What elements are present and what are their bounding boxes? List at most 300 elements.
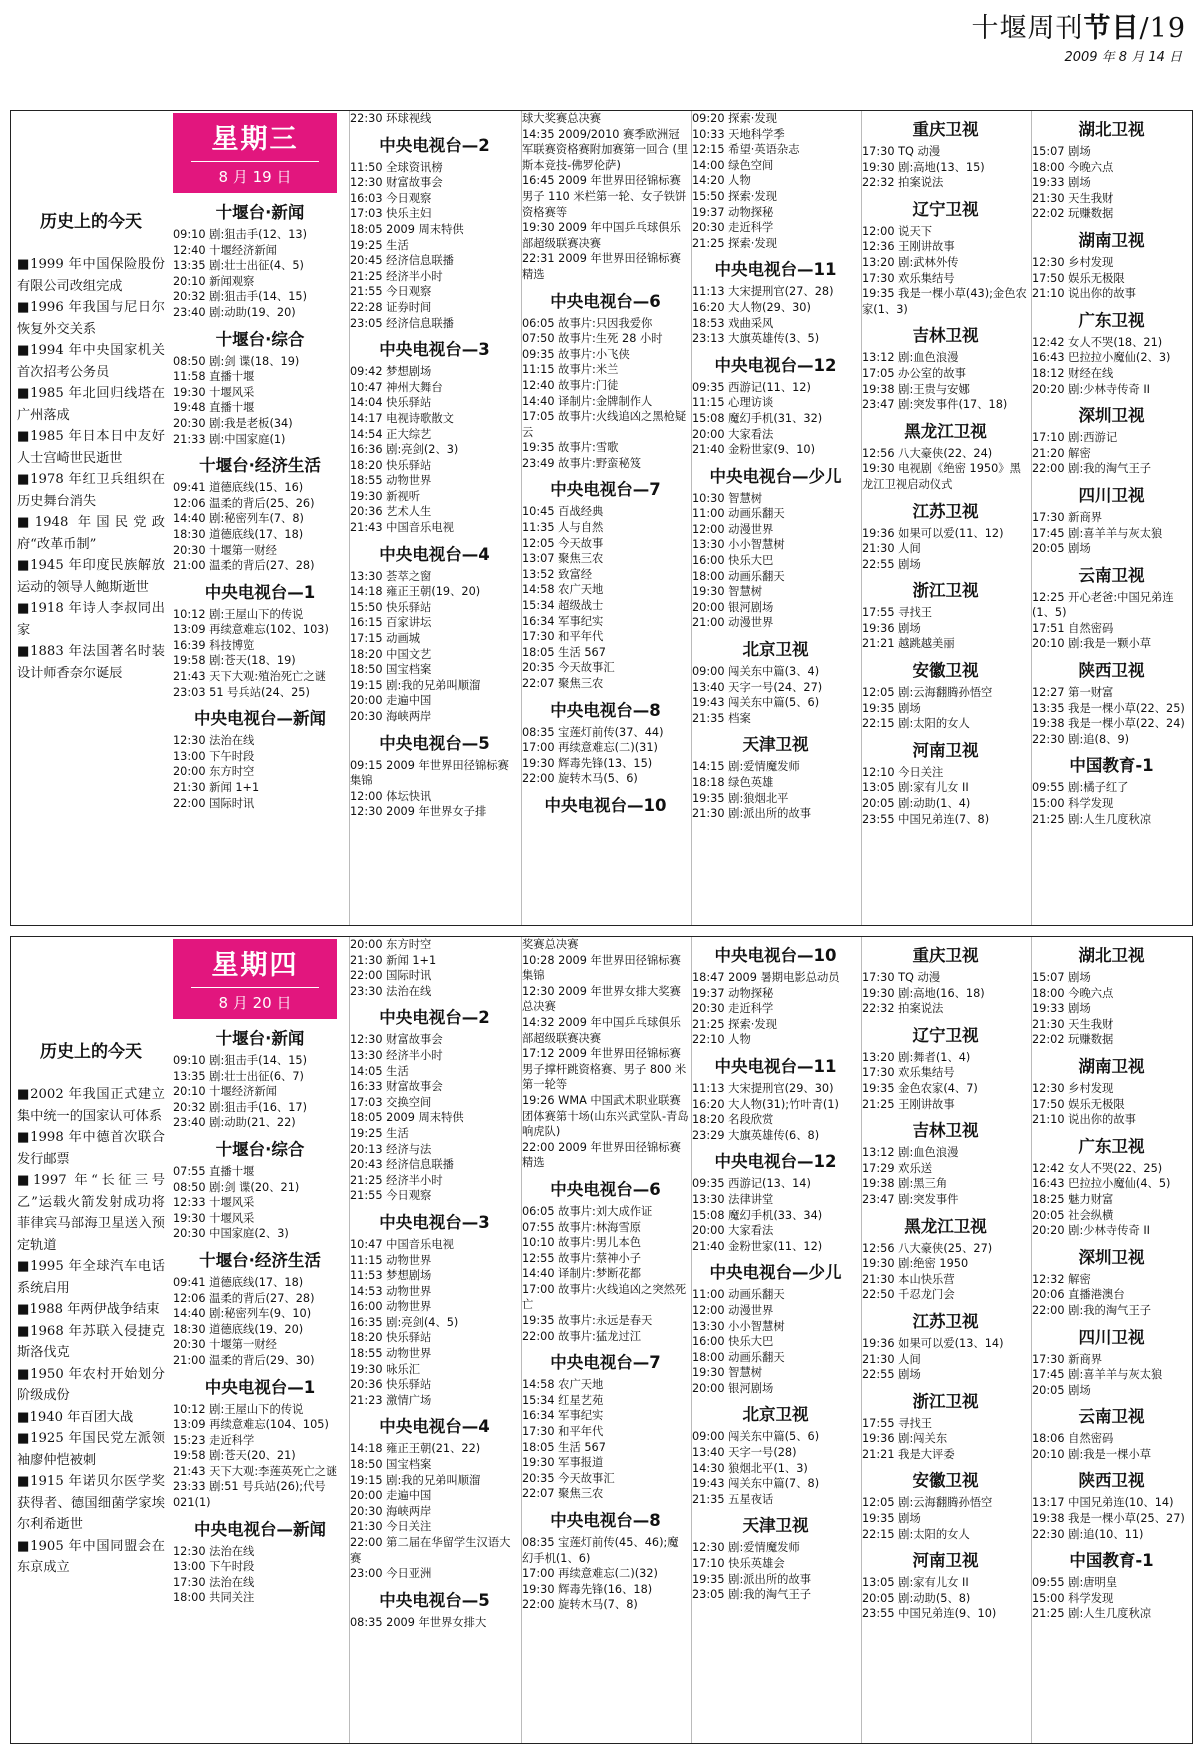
program-item: 18:30 道德底线(17、18) [173,527,304,541]
program-item: 12:30 2009 年世界女排大奖赛总决赛 [522,984,681,1014]
program-item: 18:00 动画乐翻天 [692,1350,785,1364]
program-item: 20:36 快乐驿站 [350,1378,432,1392]
program-item: 22:10 人物 [692,1033,751,1047]
program-item: 19:35 剧:狼烟北平 [692,791,789,805]
program-item: 14:58 农广天地 [522,1378,604,1392]
program-item: 19:30 军事报道 [522,1456,604,1470]
program-item: 20:30 十堰第一财经 [173,1338,277,1352]
program-item: 12:56 八大豪侠(22、24) [862,446,993,460]
program-item: 14:04 快乐驿站 [350,396,432,410]
program-item: 19:30 2009 年中国乒乓球俱乐部超级联赛决赛 [522,221,681,250]
program-item: 19:58 剧:苍天(20、21) [173,1449,296,1463]
program-item: 17:30 法治在线 [173,1575,255,1589]
program-item: 19:35 金色农家(4、7) [862,1081,978,1095]
program-item: 18:20 中国文艺 [350,647,432,661]
channel-name: 中央电视台—3 [379,1212,490,1232]
program-item: 16:35 剧:亮剑(4、5) [350,1315,459,1329]
program-item: 15:00 科学发现 [1032,797,1114,811]
program-item: 19:35 剧场 [862,701,921,715]
program-item: 14:18 雍正王朝(19、20) [350,585,481,599]
program-item: 12:40 故事片:门徒 [522,378,619,392]
program-item: 19:30 咏乐汇 [350,1362,421,1376]
channel-name: 十堰台·综合 [215,1139,305,1159]
page-header [0,0,1200,80]
history-item: ■1925 年国民党左派领袖廖仲恺被刺 [17,1431,165,1468]
program-item: 19:30 电视剧《绝密 1950》黑龙江卫视启动仪式 [862,462,1021,491]
program-item: 17:45 剧:喜羊羊与灰太狼 [1032,1368,1163,1382]
program-item: 09:00 闯关东中篇(3、4) [692,665,820,679]
program-item: 12:05 今天故事 [522,536,604,550]
program-item: 17:03 交换空间 [350,1095,432,1109]
channel-name: 中国教育-1 [1069,1551,1154,1571]
program-item: 21:30 天生我财 [1032,191,1114,205]
history-item: ■1883 年法国著名时装设计师香奈尔诞辰 [17,644,165,681]
program-item: 20:32 剧:狙击手(14、15) [173,290,308,304]
channel-name: 中央电视台—4 [379,1417,490,1437]
program-item: 12:36 王刚讲故事 [862,240,955,254]
program-item: 20:06 直播港澳台 [1032,1288,1125,1302]
program-item: 11:35 人与自然 [522,521,604,535]
program-item: 09:10 剧:狙击手(12、13) [173,228,308,241]
program-item: 21:40 金粉世家(11、12) [692,1239,823,1253]
program-item: 14:40 剧:秘密列车(7、8) [173,512,304,526]
channel-name: 中央电视台—少儿 [709,466,842,486]
program-item: 20:30 走近科学 [692,1002,774,1016]
channel-name: 中央电视台—少儿 [709,1263,842,1283]
program-item: 11:50 全球资讯榜 [350,160,443,174]
program-item: 12:30 乡村发现 [1032,1081,1114,1095]
program-item: 21:30 新闻 1+1 [173,781,260,795]
program-item: 20:35 今天故事汇 [522,661,615,675]
channel-name: 北京卫视 [742,1405,809,1425]
program-item: 16:00 动物世界 [350,1300,432,1314]
history-title: 历史上的今天 [40,212,142,232]
program-item: 06:05 故事片:只因我爱你 [522,316,653,330]
program-item: 22:30 环球视线 [350,112,432,125]
program-item: 23:47 剧:突发事件 [862,1192,959,1206]
program-item: 奖赛总决赛 [522,938,579,951]
day-name: 星期三 [211,124,299,155]
program-item: 08:35 2009 年世界女排大 [350,1615,487,1629]
channel-name: 陕西卫视 [1078,661,1145,681]
channel-name: 辽宁卫视 [912,199,979,219]
history-item: ■1950 年农村开始划分阶级成份 [17,1366,165,1403]
channel-name: 中央电视台—1 [204,1377,316,1397]
program-item: 20:05 社会纵横 [1032,1208,1114,1222]
program-item: 18:18 绿色英雄 [692,776,774,789]
program-item: 19:35 剧:派出所的故事 [692,1572,812,1586]
program-item: 12:00 动漫世界 [692,1303,774,1317]
channel-name: 安徽卫视 [912,661,979,681]
program-item: 07:55 故事片:林海雪原 [522,1220,642,1234]
program-item: 12:30 财富故事会 [350,1033,443,1047]
program-item: 13:20 剧:武林外传 [862,255,959,269]
program-item: 22:00 第二届在华留学生汉语大赛 [350,1536,511,1565]
program-item: 23:40 剧:动助(19、20) [173,305,296,319]
program-item: 16:20 大人物(31);竹叶青(1) [692,1097,839,1111]
history-item: ■1915 年诺贝尔医学奖获得者、德国细菌学家埃尔利希逝世 [17,1474,165,1532]
program-item: 18:06 自然密码 [1032,1432,1114,1446]
program-item: 21:33 剧:中国家庭(1) [173,432,286,446]
program-item: 19:38 剧:黑三角 [862,1177,948,1191]
channel-name: 辽宁卫视 [912,1025,979,1045]
program-item: 19:33 剧场 [1032,176,1091,190]
channel-name: 中央电视台—3 [379,340,490,360]
history-item: ■1988 年两伊战争结束 [17,1302,160,1317]
program-item: 21:43 天下大观:李莲英死亡之谜 [173,1464,338,1478]
program-item: 10:45 百战经典 [522,505,604,519]
program-item: 19:33 剧场 [1032,1002,1091,1016]
program-item: 18:05 生活 567 [522,1440,606,1454]
program-item: 12:40 十堰经济新闻 [173,243,277,257]
program-item: 19:35 剧场 [862,1512,921,1526]
schedule-column [861,111,1029,925]
program-item: 23:47 剧:突发事件(17、18) [862,398,1008,412]
program-item: 21:25 经济半小时 [350,1173,443,1187]
channel-name: 十堰台·新闻 [215,1029,305,1048]
program-item: 17:30 和平年代 [522,1425,604,1439]
channel-name: 中央电视台—新闻 [194,1519,326,1539]
paper-name: 十堰周刊 [971,13,1084,44]
program-item: 19:25 生活 [350,1126,409,1140]
channel-name: 中央电视台—5 [379,1590,490,1610]
program-item: 21:55 今日观察 [350,285,432,299]
channel-name: 北京卫视 [742,640,809,660]
program-item: 11:13 大宋提刑官(29、30) [692,1081,834,1095]
program-item: 22:00 国际时讯 [350,969,432,983]
channel-name: 中央电视台—4 [379,544,490,564]
program-item: 22:55 剧场 [862,557,921,571]
history-item: ■1918 年诗人李叔同出家 [17,601,165,638]
program-item: 16:36 剧:亮剑(2、3) [350,443,459,457]
program-item: 球大奖赛总决赛 [522,112,602,125]
channel-name: 湖南卫视 [1078,1056,1145,1076]
program-item: 16:34 军事纪实 [522,1409,604,1423]
program-item: 18:05 2009 周末特供 [350,222,464,236]
program-item: 22:02 玩赚数据 [1032,1033,1114,1047]
channel-name: 江苏卫视 [912,501,979,521]
channel-name: 重庆卫视 [912,120,979,139]
program-item: 21:00 温柔的背后(27、28) [173,559,315,573]
channel-name: 云南卫视 [1078,565,1145,585]
program-item: 23:49 故事片:野蛮秘笈 [522,456,642,470]
program-item: 19:35 故事片:永远是春天 [522,1314,653,1328]
program-item: 18:55 动物世界 [350,474,432,488]
program-item: 18:05 生活 567 [522,645,606,659]
program-item: 22:00 剧:我的淘气王子 [1032,462,1152,476]
program-item: 21:25 剧:人生几度秋凉 [1032,812,1152,826]
program-item: 21:30 天生我财 [1032,1017,1114,1031]
program-item: 11:00 动画乐翻天 [692,1288,785,1302]
program-item: 16:00 快乐大巴 [692,554,774,568]
program-item: 16:15 百家讲坛 [350,616,432,630]
channel-name: 黑龙江卫视 [904,1216,987,1236]
program-item: 11:15 故事片:米兰 [522,363,619,377]
program-item: 22:15 剧:太阳的女人 [862,1527,970,1541]
program-item: 09:35 西游记(13、14) [692,1177,811,1191]
program-item: 14:40 剧:秘密列车(9、10) [173,1307,312,1321]
program-item: 14:18 雍正王朝(21、22) [350,1442,481,1456]
program-item: 15:50 快乐驿站 [350,600,432,614]
channel-name: 广东卫视 [1078,1136,1145,1156]
channel-name: 中央电视台—1 [204,582,316,602]
program-item: 12:32 解密 [1032,1272,1091,1286]
program-item: 19:58 剧:苍天(18、19) [173,654,296,668]
program-item: 20:30 海峡两岸 [350,1504,432,1518]
schedule-column [173,937,347,1743]
program-item: 08:50 剧:剑 谍(20、21) [173,1180,300,1194]
program-item: 12:30 法治在线 [173,734,255,748]
program-item: 13:09 再续意难忘(104、105) [173,1418,329,1432]
program-item: 18:20 名段欣赏 [692,1113,774,1127]
program-item: 21:43 中国音乐电视 [350,521,454,535]
channel-name: 四川卫视 [1078,1327,1145,1347]
program-item: 19:38 我是一棵小草(22、24) [1032,717,1185,731]
program-item: 19:36 如果可以爱(13、14) [862,1336,1004,1350]
program-item: 18:25 魅力财富 [1032,1192,1114,1206]
program-item: 13:00 下午时段 [173,1560,255,1574]
history-item: ■1996 年我国与尼日尔恢复外交关系 [17,300,165,337]
program-item: 14:58 农广天地 [522,583,604,597]
program-item: 12:30 乡村发现 [1032,255,1114,269]
channel-name: 中央电视台—5 [379,733,490,753]
program-item: 16:43 巴拉拉小魔仙(4、5) [1032,1177,1171,1191]
program-item: 15:07 剧场 [1032,145,1091,158]
program-item: 14:54 正大综艺 [350,427,432,441]
program-item: 11:15 心理访谈 [692,396,774,410]
program-item: 19:36 剧场 [862,621,921,635]
history-item: ■2002 年我国正式建立集中统一的国家认可体系 [17,1087,165,1124]
program-item: 20:00 东方时空 [173,765,255,779]
history-item: ■1994 年中央国家机关首次招考公务员 [17,343,165,380]
program-item: 19:35 我是一棵小草(43);金色农家(1、3) [862,287,1027,316]
program-item: 14:40 译制片:金牌制作人 [522,394,653,408]
program-item: 15:08 魔幻手机(31、32) [692,411,823,425]
program-item: 17:12 2009 年世界田径锦标赛男子撑杆跳资格赛、男子 800 米第一轮等 [522,1047,687,1092]
program-item: 21:55 今日观察 [350,1189,432,1203]
program-item: 16:43 巴拉拉小魔仙(2、3) [1032,351,1171,365]
program-item: 12:30 法治在线 [173,1544,255,1558]
program-item: 15:07 剧场 [1032,971,1091,984]
channel-name: 广东卫视 [1078,310,1145,330]
program-item: 10:47 中国音乐电视 [350,1237,454,1251]
program-item: 14:00 绿色空间 [692,158,774,172]
channel-name: 中央电视台—新闻 [194,709,326,729]
program-item: 13:09 再续意难忘(102、103) [173,623,329,637]
program-item: 14:35 2009/2010 赛季欧洲冠军联赛资格赛附加赛第一回合 (里斯本竞技-佛罗伦萨) [522,127,689,172]
program-item: 22:00 2009 年世界田径锦标赛精选 [522,1140,681,1170]
program-item: 15:34 超级战士 [522,599,604,613]
program-item: 20:05 剧:动助(5、8) [862,1591,971,1605]
program-item: 17:10 快乐英雄会 [692,1557,785,1571]
program-item: 19:15 剧:我的兄弟叫顺溜 [350,1473,481,1487]
program-item: 09:55 剧:橘子红了 [1032,781,1129,795]
channel-name: 中央电视台—6 [550,1179,661,1199]
program-item: 20:45 经济信息联播 [350,254,454,268]
program-item: 12:30 财富故事会 [350,176,443,190]
program-item: 22:07 聚焦三农 [522,1487,604,1501]
program-item: 19:30 辉毒先锋(13、15) [522,756,653,770]
history-item: ■1968 年苏联入侵捷克斯洛伐克 [17,1323,165,1360]
history-item: ■1998 年中德首次联合发行邮票 [17,1130,165,1167]
program-item: 15:23 走近科学 [173,1433,255,1447]
day-header [173,113,337,193]
program-item: 19:38 剧:王贵与安娜 [862,382,970,396]
program-item: 14:15 剧:爱情魔发师 [692,760,800,774]
program-item: 19:30 辉毒先锋(16、18) [522,1582,653,1596]
program-item: 21:30 剧:派出所的故事 [692,807,812,821]
program-item: 13:30 经济半小时 [350,1048,443,1062]
program-item: 20:10 十堰经济新闻 [173,1085,277,1099]
channel-name: 中央电视台—11 [714,1056,837,1076]
program-item: 17:30 新商界 [1032,1352,1103,1366]
channel-name: 湖北卫视 [1078,946,1145,965]
program-item: 12:00 体坛快讯 [350,789,432,803]
program-item: 16:39 科技博览 [173,638,255,652]
history-item: ■1945 年印度民族解放运动的领导人鲍斯逝世 [17,558,165,595]
program-item: 16:03 今日观察 [350,191,432,205]
program-item: 17:50 娱乐无极限 [1032,1097,1125,1111]
channel-name: 黑龙江卫视 [904,421,987,441]
schedule-column [691,937,859,1743]
program-item: 10:33 天地科学季 [692,127,785,141]
program-item: 23:05 剧:我的淘气王子 [692,1588,812,1602]
program-item: 22:00 旋转木马(5、6) [522,772,638,786]
program-item: 17:50 娱乐无极限 [1032,271,1125,285]
program-item: 21:30 今日关注 [350,1520,432,1534]
schedule-column [1031,111,1191,925]
history-item: ■1940 年百团大战 [17,1409,134,1425]
program-item: 10:12 剧:王屋山下的传说 [173,607,304,621]
channel-name: 河南卫视 [912,740,979,760]
program-item: 13:30 小小智慧树 [692,538,785,552]
program-item: 22:00 国际时讯 [173,796,255,810]
channel-name: 十堰台·经济生活 [199,1250,321,1270]
program-item: 17:29 欢乐送 [862,1161,933,1175]
program-item: 17:10 剧:西游记 [1032,431,1118,445]
channel-name: 中央电视台—12 [714,1152,837,1172]
program-item: 23:40 剧:动助(21、22) [173,1116,296,1130]
day-name: 星期四 [211,950,299,981]
channel-name: 陕西卫视 [1078,1471,1145,1491]
channel-name: 河南卫视 [912,1551,979,1571]
program-item: 12:25 开心老爸:中国兄弟连(1、5) [1032,590,1174,620]
program-item: 19:35 故事片:雪歌 [522,441,619,455]
program-item: 11:13 大宋提刑官(27、28) [692,285,834,299]
program-item: 16:20 大人物(29、30) [692,300,811,314]
program-item: 17:00 再续意难忘(二)(32) [522,1567,658,1581]
program-item: 22:31 2009 年世界田径锦标赛精选 [522,252,681,281]
program-item: 13:20 剧:舞者(1、4) [862,1050,971,1064]
program-item: 14:17 电视诗歌散文 [350,411,454,425]
history-item: ■1995 年全球汽车电话系统启用 [17,1259,165,1296]
program-item: 19:15 剧:我的兄弟叫顺溜 [350,678,481,692]
program-item: 18:00 动画乐翻天 [692,569,785,583]
schedule-column [1031,937,1191,1743]
channel-name: 中央电视台—10 [544,795,667,815]
program-item: 21:10 说出你的故事 [1032,1113,1136,1127]
channel-name: 四川卫视 [1078,485,1145,505]
program-item: 17:05 办公室的故事 [862,366,966,380]
program-item: 19:38 我是一棵小草(25、27) [1032,1512,1185,1526]
channel-name: 中央电视台—8 [550,700,661,720]
program-item: 21:20 解密 [1032,446,1091,460]
program-item: 14:53 动物世界 [350,1284,432,1298]
program-item: 17:30 TQ 动漫 [862,971,941,984]
history-item: ■1997 年“长征三号乙”运载火箭发射成功将菲律宾马部海卫星送入预定轨道 [17,1173,165,1253]
program-item: 19:26 WMA 中国武术职业联赛团体赛第十场(山东兴武堂队-青岛响虎队) [522,1093,689,1139]
channel-name: 十堰台·经济生活 [199,456,321,476]
program-item: 21:30 本山快乐营 [862,1272,955,1286]
program-item: 20:00 走遍中国 [350,1489,432,1503]
program-item: 20:00 大家看法 [692,427,774,441]
program-item: 20:10 新闻观察 [173,274,255,288]
program-item: 09:55 剧:唐明皇 [1032,1576,1118,1590]
program-item: 08:35 宝莲灯前传(45、46);魔幻手机(1、6) [522,1536,679,1565]
channel-name: 湖南卫视 [1078,230,1145,250]
program-item: 23:29 大旗英雄传(6、8) [692,1128,820,1142]
program-item: 12:15 希望·英语杂志 [692,143,800,157]
program-item: 15:50 探索·发现 [692,189,777,203]
program-item: 23:13 大旗英雄传(3、5) [692,332,820,346]
program-item: 15:08 魔幻手机(33、34) [692,1208,823,1222]
program-item: 20:05 剧场 [1032,1383,1091,1397]
program-item: 19:30 十堰风采 [173,385,255,399]
program-item: 14:32 2009 年中国乒乓球俱乐部超级联赛决赛 [522,1015,681,1045]
program-item: 12:30 剧:爱情魔发师 [692,1541,800,1555]
program-item: 21:25 经济半小时 [350,269,443,283]
program-item: 18:20 快乐驿站 [350,458,432,472]
program-item: 17:30 TQ 动漫 [862,145,941,158]
thursday-schedule-block [10,936,1193,1744]
program-item: 17:00 故事片:火线追凶之突然死亡 [522,1282,687,1312]
schedule-column [521,111,689,925]
program-item: 10:12 剧:王屋山下的传说 [173,1402,304,1416]
program-item: 20:00 大家看法 [692,1224,774,1238]
program-item: 18:55 动物世界 [350,1347,432,1361]
program-item: 17:00 再续意难忘(二)(31) [522,741,658,755]
program-item: 06:05 故事片:刘大成作证 [522,1204,653,1218]
masthead [972,6,1186,45]
channel-name: 江苏卫视 [912,1311,979,1331]
channel-name: 天津卫视 [742,1516,809,1536]
program-item: 16:33 财富故事会 [350,1080,443,1094]
program-item: 21:00 动漫世界 [692,616,774,630]
program-item: 17:15 动画城 [350,632,421,646]
program-item: 19:43 闯关东中篇(5、6) [692,696,820,710]
program-item: 12:06 温柔的背后(27、28) [173,1291,315,1305]
program-item: 22:32 拍案说法 [862,176,944,190]
program-item: 13:07 聚焦三农 [522,552,604,566]
program-item: 13:35 我是一棵小草(22、25) [1032,701,1185,715]
channel-name: 十堰台·新闻 [215,203,305,222]
program-item: 15:34 红星艺苑 [522,1393,604,1407]
program-item: 23:05 经济信息联播 [350,316,454,330]
program-item: 21:30 新闻 1+1 [350,953,437,967]
program-item: 11:53 梦想剧场 [350,1269,432,1283]
program-item: 17:30 和平年代 [522,630,604,644]
program-item: 22:50 千忍龙门会 [862,1288,955,1302]
program-item: 09:15 2009 年世界田径锦标赛集锦 [350,758,509,788]
channel-name: 深圳卫视 [1078,406,1145,426]
program-item: 17:03 快乐主妇 [350,207,432,221]
channel-name: 天津卫视 [742,735,809,755]
section-name: 节目 [1083,13,1140,44]
program-item: 13:30 荟萃之窗 [350,569,432,583]
program-item: 12:56 八大豪侠(25、27) [862,1241,993,1255]
program-item: 23:30 法治在线 [350,984,432,998]
channel-name: 中央电视台—12 [714,355,837,375]
